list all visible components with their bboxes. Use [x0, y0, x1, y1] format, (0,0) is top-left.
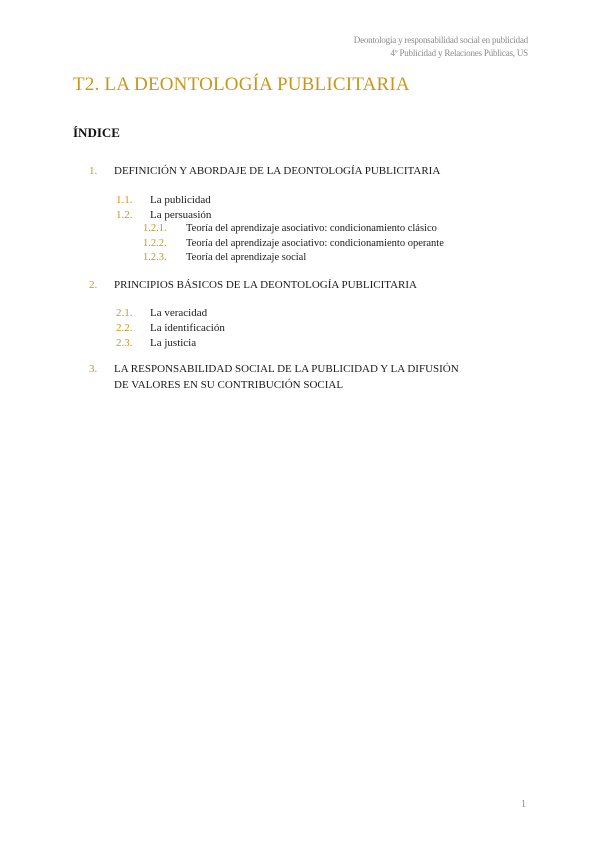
toc-number: 2.3.	[116, 337, 133, 349]
toc-text: La justicia	[150, 337, 197, 349]
toc-number: 2.2.	[116, 322, 133, 334]
toc-number: 1.	[89, 165, 98, 177]
toc-text: PRINCIPIOS BÁSICOS DE LA DEONTOLOGÍA PUBLICITARIA	[114, 279, 417, 291]
toc-text: Teoría del aprendizaje asociativo: condicionamiento clásico	[186, 223, 437, 234]
header-course-title: Deontología y responsabilidad social en publicidad	[353, 35, 528, 45]
toc-text: Teoría del aprendizaje social	[186, 252, 307, 263]
page-number: 1	[521, 799, 526, 810]
toc-text: La publicidad	[150, 194, 211, 206]
toc-text: La persuasión	[150, 209, 212, 221]
toc-text: La veracidad	[150, 307, 208, 319]
toc-number: 1.2.3.	[143, 252, 167, 263]
toc-number: 2.	[89, 279, 98, 291]
toc-text: LA RESPONSABILIDAD SOCIAL DE LA PUBLICIDAD Y LA DIFUSIÓN DE VALORES EN SU CONTRIBUCIÓN SOCIAL	[114, 363, 459, 391]
toc-text: DEFINICIÓN Y ABORDAJE DE LA DEONTOLOGÍA PUBLICITARIA	[114, 165, 441, 177]
toc-number: 1.2.	[116, 209, 133, 221]
toc-number: 1.2.1.	[143, 223, 167, 234]
index-heading: ÍNDICE	[73, 125, 120, 140]
toc-number: 2.1.	[116, 307, 133, 319]
header-degree: 4º Publicidad y Relaciones Públicas, US	[390, 48, 528, 58]
running-header	[354, 34, 528, 60]
toc-number: 1.1.	[116, 194, 133, 206]
page-title: T2. LA DEONTOLOGÍA PUBLICITARIA	[73, 74, 410, 95]
toc-number: 1.2.2.	[143, 238, 167, 249]
toc-text: La identificación	[150, 322, 225, 334]
toc-number: 3.	[89, 363, 98, 375]
toc-text: Teoría del aprendizaje asociativo: condicionamiento operante	[186, 238, 444, 249]
